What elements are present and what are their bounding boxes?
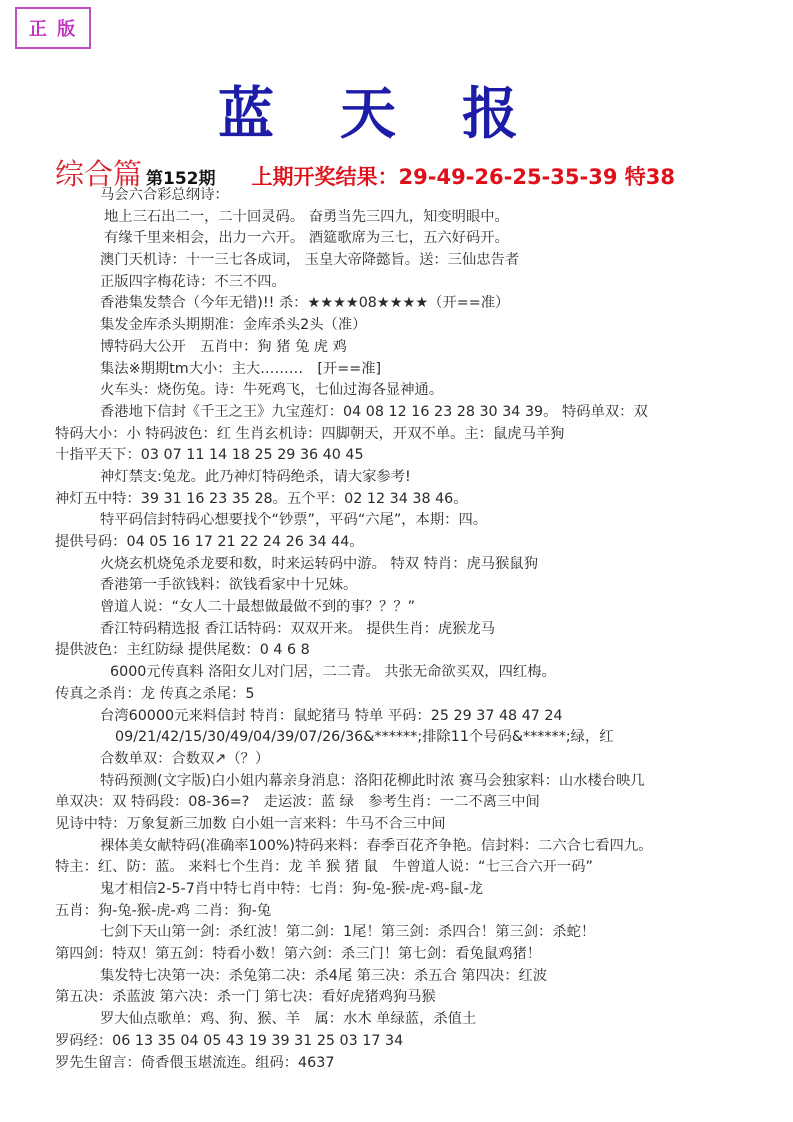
text-line: 单双决：双 特码段：08-36=? 走运波：蓝 绿 参考生肖：一二不离三中间 [55,794,540,811]
text-line: 地上三石出二一，二十回灵码。 奋勇当先三四九，知变明眼中。 [104,208,509,225]
text-line: 提供号码：04 05 16 17 21 22 24 26 34 44。 [55,534,364,550]
newspaper-title [218,70,518,150]
section-title: 综合篇 [55,157,143,191]
text-line: 神灯五中特：39 31 16 23 35 28。五个平：02 12 34 38 46。 [55,490,468,507]
text-line: 有缘千里来相会，出力一六开。 酒筵歌席为三七，五六好码开。 [104,230,509,247]
text-line: 火车头：烧伤兔。诗：牛死鸡飞，七仙过海各显神通。 [100,382,444,399]
title-char: 天 [340,81,396,147]
text-line: 第四剑：特双！第五剑：特看小数！第六剑：杀三门！第七剑：看兔鼠鸡猪！ [55,946,542,963]
text-line: 集法※期期tm大小：主大……… [开==准] [100,360,382,377]
text-line: 台湾60000元来料信封 特肖：鼠蛇猪马 特单 平码：25 29 37 48 47 24 [100,707,563,724]
text-line: 香港第一手欲钱料：欲钱看家中十兄妹。 [100,577,358,594]
text-line: 火烧玄机烧兔杀龙要和数，时来运转码中游。 特双 特肖：虎马猴鼠狗 [100,555,538,572]
text-line: 罗大仙点歌单：鸡、狗、猴、羊 属：水木 单绿蓝，杀值土 [100,1011,477,1028]
text-line: 神灯禁支:兔龙。此乃神灯特码绝杀，请大家参考! [100,468,411,485]
text-line: 特平码信封特码心想要找个“钞票”，平码“六尾”，本期：四。 [100,512,488,529]
text-line: 提供波色：主红防绿 提供尾数：0 4 6 8 [55,642,310,659]
text-line: 6000元传真料 洛阳女儿对门居，二二青。 共张无命欲买双，四红梅。 [110,664,556,681]
last-draw-result: 上期开奖结果：29-49-26-25-35-39 特38 [251,165,675,189]
text-line: 合数单双：合数双↗（？） [100,750,270,767]
text-line: 传真之杀肖：龙 传真之杀尾：5 [55,685,255,702]
text-line: 香江特码精选报 香江话特码：双双开来。 提供生肖：虎猴龙马 [100,620,496,637]
text-line: 见诗中特：万象复新三加数 白小姐一言来料：牛马不合三中间 [55,815,446,832]
text-line: 十指平天下：03 07 11 14 18 25 29 36 40 45 [55,447,364,464]
text-line: 特码大小：小 特码波色：红 生肖玄机诗：四脚朝天，开双不单。主：鼠虎马羊狗 [55,425,565,442]
title-char: 蓝 [218,81,274,147]
text-line: 香港集发禁合（今年无错)!! 杀：★★★★08★★★★（开==准） [100,295,510,312]
issue-number: 第152期 [146,169,216,189]
text-line: 裸体美女献特码(准确率100%)特码来料：春季百花齐争艳。信封料：二六合七看四九。 [100,837,653,854]
text-line: 正版四字梅花诗：不三不四。 [100,273,286,290]
text-line: 第五决：杀蓝波 第六决：杀一门 第七决：看好虎猪鸡狗马猴 [55,989,436,1006]
text-line: 澳门天机诗：十一三七各成词， 玉皇大帝降懿旨。送：三仙忠告者 [100,252,520,269]
text-line: 曾道人说：“女人二十最想做最做不到的事？？？” [100,599,416,616]
text-line: 五肖：狗-兔-猴-虎-鸡 二肖：狗-兔 [55,902,272,919]
text-line: 鬼才相信2-5-7肖中特七肖中特：七肖：狗-兔-猴-虎-鸡-鼠-龙 [100,881,484,897]
text-line: 集发特七决第一决：杀兔第二决：杀4尾 第三决：杀五合 第四决：红波 [100,967,548,984]
text-line: 罗先生留言：倚香偎玉堪流连。组码：4637 [55,1054,335,1071]
article-body [0,185,793,1074]
text-line: 罗码经：06 13 35 04 05 43 19 39 31 25 03 17 34 [55,1032,404,1049]
text-line: 马会六合彩总纲诗： [100,187,229,203]
text-line: 集发金库杀头期期准：金库杀头2头（准） [100,317,367,334]
title-char: 报 [462,81,518,147]
text-line: 七剑下天山第一剑：杀红波！第二剑：1尾！第三剑：杀四合！第三剑：杀蛇！ [100,924,596,941]
authentic-badge: 正 版 [15,7,91,49]
text-line: 特码预测(文字版)白小姐内幕亲身消息：洛阳花柳此时浓 赛马会独家料：山水楼台映几 [100,772,645,789]
text-line: 香港地下信封《千王之王》九宝莲灯：04 08 12 16 23 28 30 34 39。 特码单双：双 [100,403,648,420]
text-line: 09/21/42/15/30/49/04/39/07/26/36&******;排除11个号码&******;绿，红 [115,729,614,746]
text-line: 特主：红、防：蓝。 来料七个生肖：龙 羊 猴 猪 鼠 牛曾道人说：“七三合六开一码” [55,859,593,876]
text-line: 博特码大公开 五肖中：狗 猪 兔 虎 鸡 [100,338,347,355]
